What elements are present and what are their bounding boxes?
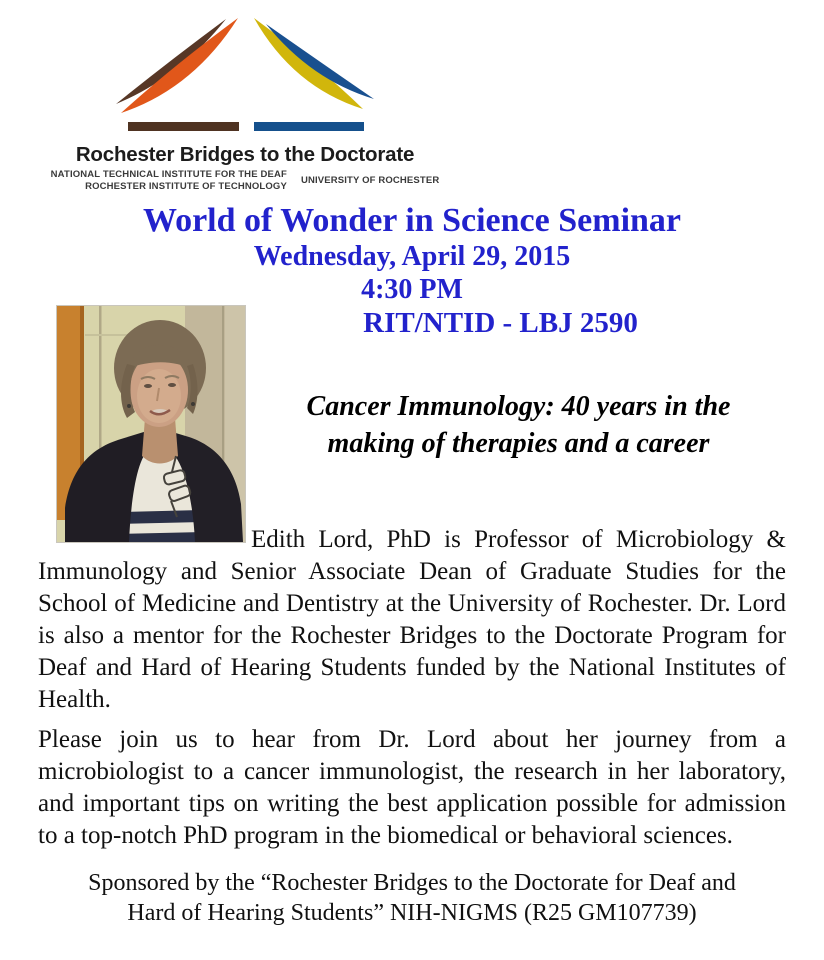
seminar-location: RIT/NTID - LBJ 2590 <box>363 307 638 339</box>
sponsor-note <box>38 868 786 928</box>
sponsor-line1: Sponsored by the “Rochester Bridges to the Doctorate for Deaf and <box>88 870 736 896</box>
logo-bar-blue <box>254 122 364 131</box>
logo-bar-brown <box>128 122 239 131</box>
invitation-paragraph: Please join us to hear from Dr. Lord about her journey from a microbiologist to a cancer immunologist, the research in her laboratory, and important tips on writing the best application possible for admission to a top-notch PhD program in the biomedical or behavioral sciences. <box>38 726 786 849</box>
seminar-date: Wednesday, April 29, 2015 <box>253 241 571 272</box>
talk-title-line1: Cancer Immunology: 40 years in the <box>306 391 731 422</box>
swoosh-orange-left <box>121 18 238 113</box>
talk-title-line2: making of therapies and a career <box>327 428 710 459</box>
speaker-photo <box>57 306 245 542</box>
institution-ntid: NATIONAL TECHNICAL INSTITUTE FOR THE DEAF <box>50 169 287 180</box>
logo-title: Rochester Bridges to the Doctorate <box>75 143 415 166</box>
seminar-time: 4:30 PM <box>361 274 463 305</box>
institution-uofr: UNIVERSITY OF ROCHESTER <box>300 175 440 186</box>
program-logo <box>50 14 440 192</box>
swoosh-brown-left <box>116 19 226 104</box>
seminar-title: World of Wonder in Science Seminar <box>142 202 682 239</box>
speaker-portrait-illustration <box>57 306 245 542</box>
sponsor-line2: Hard of Hearing Students” NIH-NIGMS (R25 GM107739) <box>127 900 697 926</box>
logo-institutions <box>50 169 440 192</box>
institution-rit: ROCHESTER INSTITUTE OF TECHNOLOGY <box>85 180 287 192</box>
speaker-bio-paragraph: Edith Lord, PhD is Professor of Microbiology & Immunology and Senior Associate Dean of Graduate Studies for the School of Medicine and Dentistry at the University of Rochester. Dr. Lord is also a mentor for the Rochester Bridges to the Doctorate Program for Deaf and Hard of Hearing Students funded by the National Institutes of Health. <box>38 526 786 713</box>
bridge-swoosh-icon <box>113 14 377 140</box>
flyer-body <box>38 306 786 928</box>
logo-institutions-left <box>51 169 287 192</box>
